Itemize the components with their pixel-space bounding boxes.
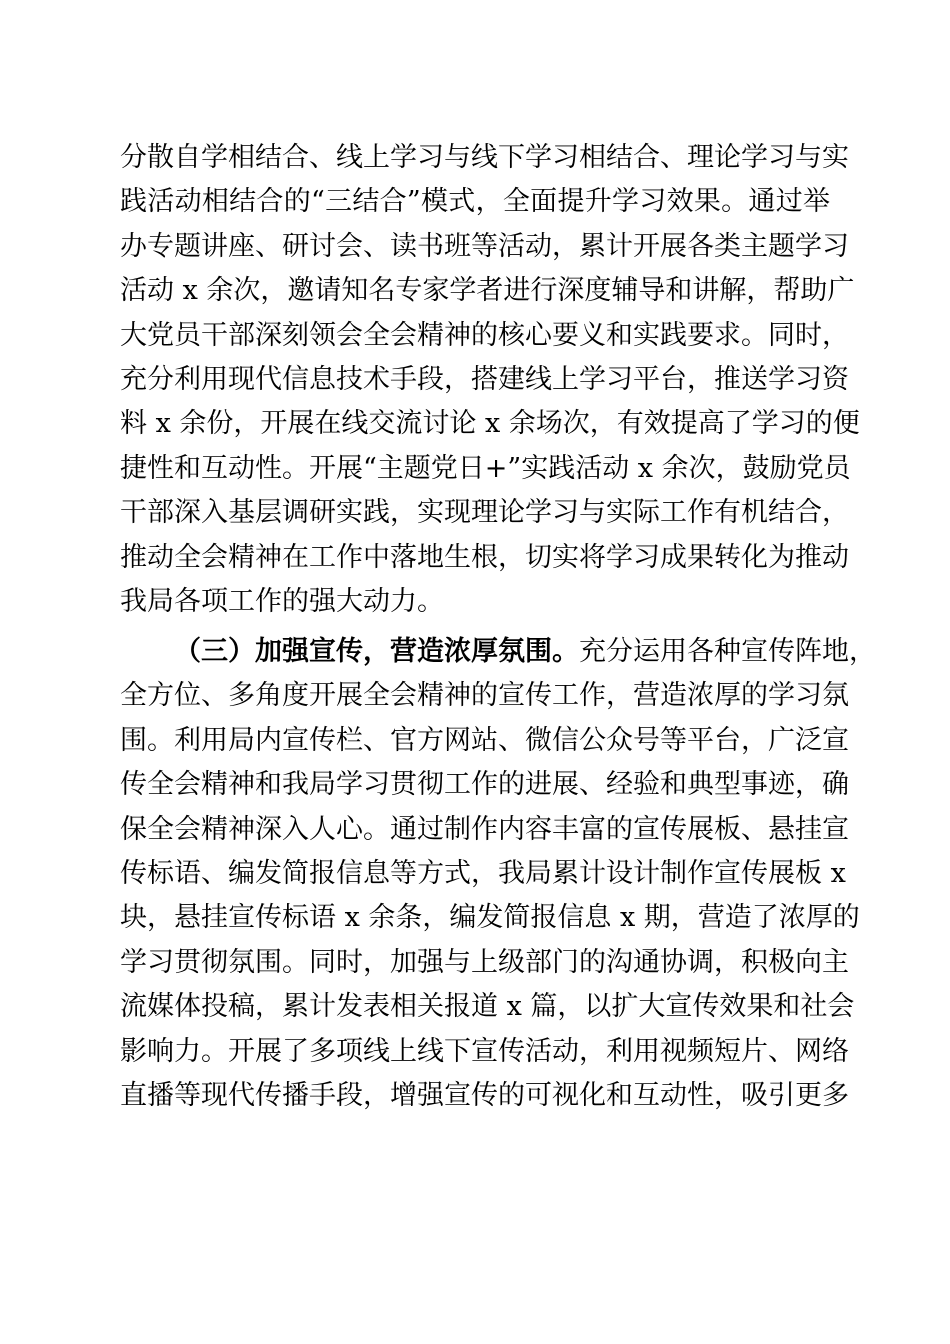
text-line [120, 630, 876, 674]
text-line: 影响力。开展了多项线上线下宣传活动，利用视频短片、网络 [120, 1035, 849, 1067]
paragraph-publicity [120, 630, 876, 1118]
text-line: 分散自学相结合、线上学习与线下学习相结合、理论学习与实 [120, 142, 849, 173]
text-line: 践活动相结合的“三结合”模式，全面提升学习效果。通过举 [120, 186, 830, 218]
text-line: 直播等现代传播手段，增强宣传的可视化和互动性，吸引更多 [120, 1079, 849, 1111]
text-line: 全方位、多角度开展全会精神的宣传工作，营造浓厚的学习氛 [120, 680, 849, 712]
text-line: 大党员干部深刻领会全会精神的核心要义和实践要求。同时， [120, 319, 849, 351]
text-line: 我局各项工作的强大动力。 [120, 585, 444, 617]
text-line: 围。利用局内宣传栏、官方网站、微信公众号等平台，广泛宣 [120, 724, 849, 756]
text-line: 传标语、编发简报信息等方式，我局累计设计制作宣传展板 x [120, 857, 846, 889]
section-heading: （三）加强宣传，营造浓厚氛围。 [174, 636, 579, 667]
text-line: 保全会精神深入人心。通过制作内容丰富的宣传展板、悬挂宣 [120, 813, 849, 845]
text-line: 流媒体投稿，累计发表相关报道 x 篇，以扩大宣传效果和社会 [120, 991, 855, 1023]
text-line: 块，悬挂宣传标语 x 余条，编发简报信息 x 期，营造了浓厚的 [120, 902, 860, 934]
section-heading-continuation: 充分运用各种宣传阵地， [579, 636, 876, 667]
paragraph-study-methods [120, 136, 860, 624]
text-line: 捷性和互动性。开展“主题党日+”实践活动 x 余次，鼓励党员 [120, 452, 851, 484]
text-line: 传全会精神和我局学习贯彻工作的进展、经验和典型事迹，确 [120, 769, 849, 801]
text-line: 活动 x 余次，邀请知名专家学者进行深度辅导和讲解，帮助广 [120, 275, 855, 307]
text-line: 充分利用现代信息技术手段，搭建线上学习平台，推送学习资 [120, 363, 849, 395]
text-line: 干部深入基层调研实践，实现理论学习与实际工作有机结合， [120, 497, 849, 529]
text-line: 办专题讲座、研讨会、读书班等活动，累计开展各类主题学习 [120, 230, 849, 262]
text-line: 推动全会精神在工作中落地生根，切实将学习成果转化为推动 [120, 541, 849, 573]
text-line: 学习贯彻氛围。同时，加强与上级部门的沟通协调，积极向主 [120, 946, 849, 978]
text-line: 料 x 余份，开展在线交流讨论 x 余场次，有效提高了学习的便 [120, 408, 860, 440]
